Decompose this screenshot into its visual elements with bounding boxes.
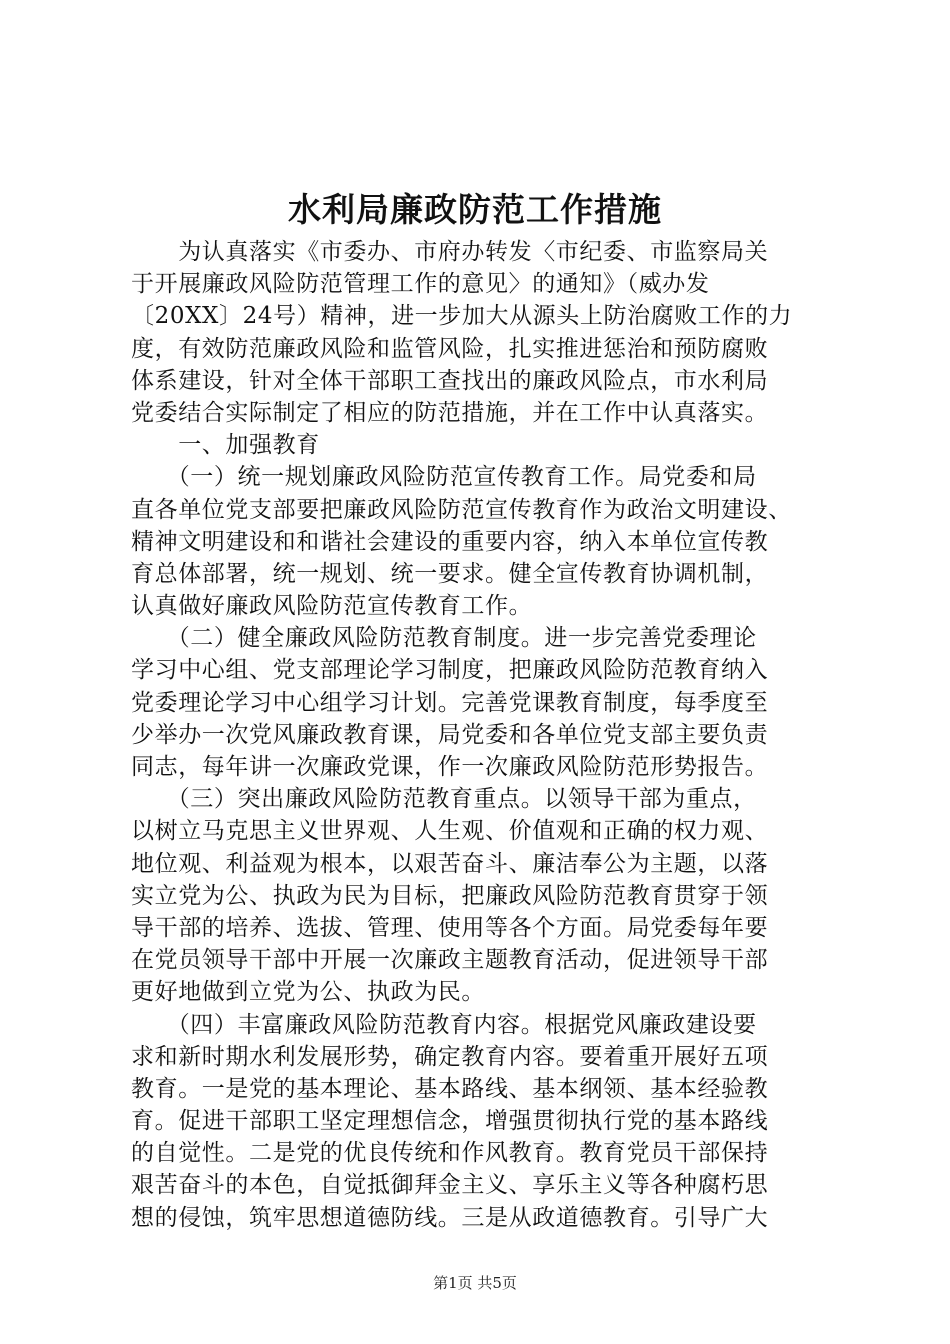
section-heading: 一、加强教育 [131,432,320,459]
text-line: 度，有效防范廉政风险和监管风险，扎实推进惩治和预防腐败 [131,335,769,362]
text-line: 精神文明建设和和谐社会建设的重要内容，纳入本单位宣传教 [131,528,769,555]
text-line: （四）丰富廉政风险防范教育内容。根据党风廉政建设要 [131,1011,757,1038]
text-line: 党委结合实际制定了相应的防范措施，并在工作中认真落实。 [131,399,769,426]
text-line: 于开展廉政风险防范管理工作的意见〉的通知》（威办发 [131,271,710,298]
text-line: 求和新时期水利发展形势，确定教育内容。要着重开展好五项 [131,1043,769,1070]
text-line: （二）健全廉政风险防范教育制度。进一步完善党委理论 [131,625,757,652]
text-line: （一）统一规划廉政风险防范宣传教育工作。局党委和局 [131,464,757,491]
text-line: 党委理论学习中心组学习计划。完善党课教育制度，每季度至 [131,689,769,716]
text-line: 为认真落实《市委办、市府办转发〈市纪委、市监察局关 [131,239,769,265]
text-line: 以树立马克思主义世界观、人生观、价值观和正确的权力观、 [131,818,769,845]
text-line: 在党员领导干部中开展一次廉政主题教育活动，促进领导干部 [131,947,769,974]
text-line: 育。促进干部职工坚定理想信念，增强贯彻执行党的基本路线 [131,1108,769,1135]
text-line: 育总体部署，统一规划、统一要求。健全宣传教育协调机制， [131,560,769,587]
text-line: 〔20XX〕24号）精神，进一步加大从源头上防治腐败工作的力 [131,303,793,330]
text-line: 导干部的培养、选拔、管理、使用等各个方面。局党委每年要 [131,914,769,941]
text-line: （三）突出廉政风险防范教育重点。以领导干部为重点， [131,786,757,813]
text-line: 艰苦奋斗的本色，自觉抵御拜金主义、享乐主义等各种腐朽思 [131,1172,769,1199]
text-line: 地位观、利益观为根本，以艰苦奋斗、廉洁奉公为主题，以落 [131,850,769,877]
text-line: 的自觉性。二是党的优良传统和作风教育。教育党员干部保持 [131,1140,769,1167]
page-number-footer: 第1页 共5页 [433,1274,517,1292]
text-line: 认真做好廉政风险防范宣传教育工作。 [131,593,533,620]
text-line: 少举办一次党风廉政教育课，局党委和各单位党支部主要负责 [131,721,769,748]
text-line: 学习中心组、党支部理论学习制度，把廉政风险防范教育纳入 [131,657,769,684]
text-line: 体系建设，针对全体干部职工查找出的廉政风险点，市水利局 [131,367,769,394]
document-title: 水利局廉政防范工作措施 [288,190,662,229]
document-body [131,236,827,1234]
text-line: 直各单位党支部要把廉政风险防范宣传教育作为政治文明建设、 [131,496,792,523]
text-line: 更好地做到立党为公、执政为民。 [131,979,485,1006]
text-line: 同志，每年讲一次廉政党课，作一次廉政风险防范形势报告。 [131,754,769,780]
text-line: 教育。一是党的基本理论、基本路线、基本纲领、基本经验教 [131,1075,769,1102]
text-line: 想的侵蚀，筑牢思想道德防线。三是从政道德教育。引导广大 [131,1204,769,1231]
text-line: 实立党为公、执政为民为目标，把廉政风险防范教育贯穿于领 [131,882,769,909]
